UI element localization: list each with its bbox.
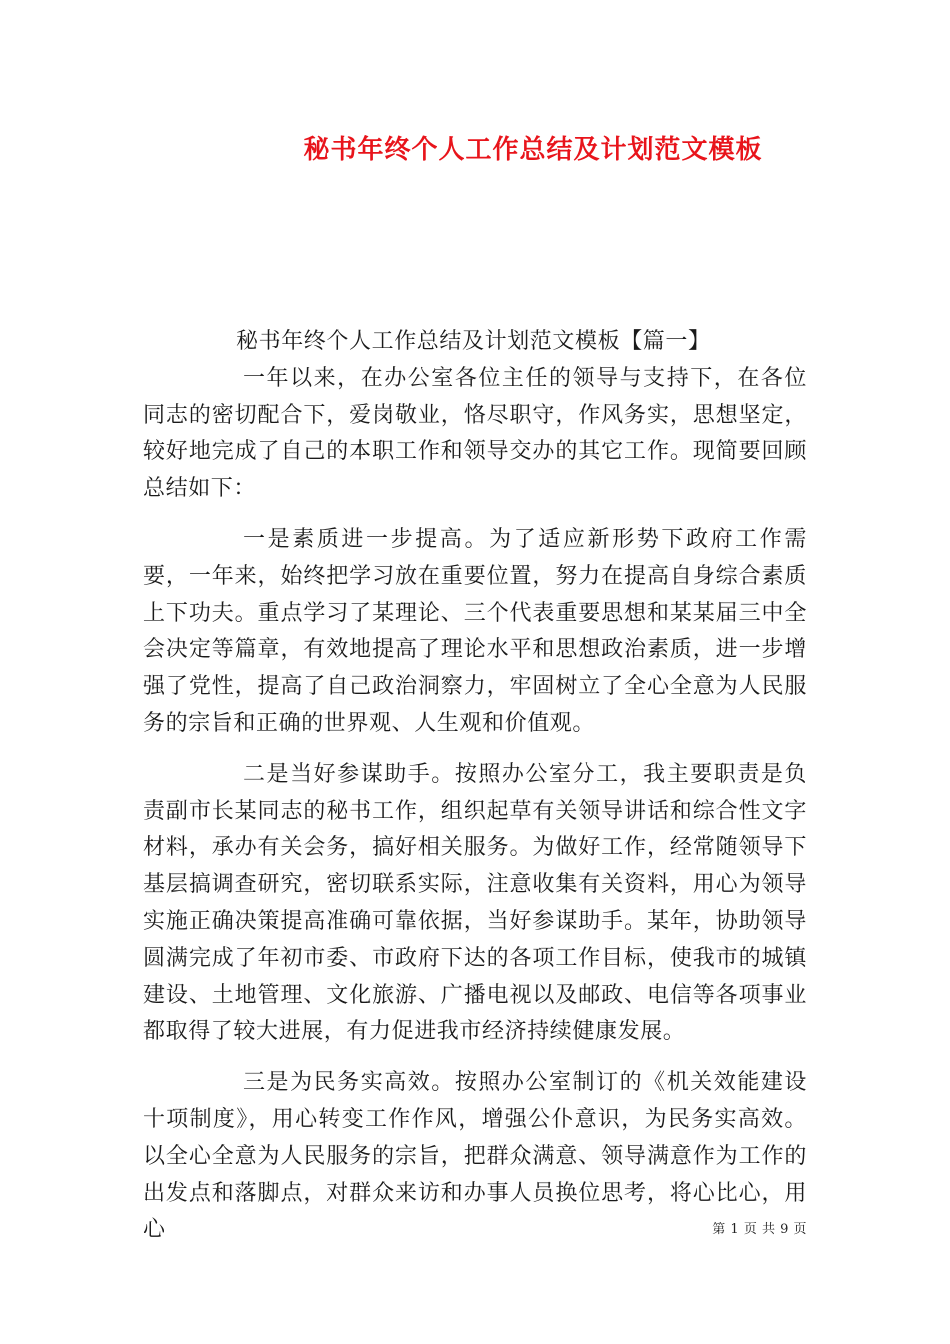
paragraph-intro: 一年以来，在办公室各位主任的领导与支持下，在各位同志的密切配合下，爱岗敬业，恪尽职守，作风务实，思想坚定，较好地完成了自己的本职工作和领导交办的其它工作。现简要回顾总结如下： xyxy=(143,365,807,502)
document-body xyxy=(143,324,807,1249)
paragraph-quality: 一是素质进一步提高。为了适应新形势下政府工作需要，一年来，始终把学习放在重要位置，努力在提高自身综合素质上下功夫。重点学习了某理论、三个代表重要思想和某某届三中全会决定等篇章，有效地提高了理论水平和思想政治素质，进一步增强了党性，提高了自己政治洞察力，牢固树立了全心全意为人民服务的宗旨和正确的世界观、人生观和价值观。 xyxy=(143,526,807,736)
paragraph-efficiency: 三是为民务实高效。按照办公室制订的《机关效能建设十项制度》，用心转变工作作风，增强公仆意识，为民务实高效。以全心全意为人民服务的宗旨，把群众满意、领导满意作为工作的出发点和落脚点，对群众来访和办事人员换位思考，将心比心，用心 xyxy=(143,1070,807,1243)
paragraph-assistant: 二是当好参谋助手。按照办公室分工，我主要职责是负责副市长某同志的秘书工作，组织起草有关领导讲话和综合性文字材料，承办有关会务，搞好相关服务。为做好工作，经常随领导下基层搞调查研究，密切联系实际，注意收集有关资料，用心为领导实施正确决策提高准确可靠依据，当好参谋助手。某年，协助领导圆满完成了年初市委、市政府下达的各项工作目标，使我市的城镇建设、土地管理、文化旅游、广播电视以及邮政、电信等各项事业都取得了较大进展，有力促进我市经济持续健康发展。 xyxy=(143,761,807,1045)
document-title: 秘书年终个人工作总结及计划范文模板 xyxy=(303,135,763,165)
section-heading: 秘书年终个人工作总结及计划范文模板【篇一】 xyxy=(236,329,711,354)
page-number: 第 1 页 共 9 页 xyxy=(712,1222,807,1237)
